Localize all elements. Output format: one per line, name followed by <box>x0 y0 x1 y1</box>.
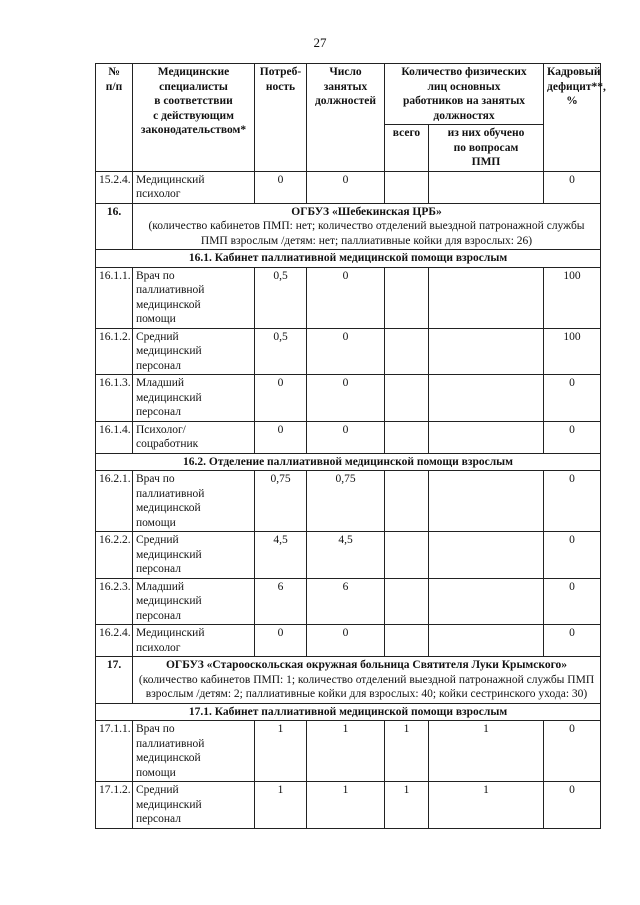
section-row-16-2 <box>96 453 601 471</box>
org-num: 17. <box>96 657 133 704</box>
table-row <box>96 721 601 782</box>
row-total <box>385 267 429 328</box>
header-deficit: Кадровый дефицит**, % <box>544 64 601 172</box>
row-occupied: 4,5 <box>307 532 385 579</box>
org-row-16 <box>96 203 601 250</box>
staffing-table <box>95 63 606 829</box>
row-total <box>385 421 429 453</box>
row-num: 16.1.2. <box>96 328 133 375</box>
row-num: 16.1.1. <box>96 267 133 328</box>
header-trained: из них обучено по вопросам ПМП <box>429 125 544 172</box>
row-num: 16.1.4. <box>96 421 133 453</box>
row-specialist: Медицинский психолог <box>133 171 255 203</box>
row-occupied: 0,75 <box>307 471 385 532</box>
table-row <box>96 375 601 422</box>
row-specialist: Младший медицинский персонал <box>133 375 255 422</box>
row-occupied: 0 <box>307 171 385 203</box>
row-need: 4,5 <box>255 532 307 579</box>
row-specialist: Психолог/ соцработник <box>133 421 255 453</box>
row-num: 17.1.1. <box>96 721 133 782</box>
table-row <box>96 421 601 453</box>
row-need: 0 <box>255 375 307 422</box>
row-deficit: 0 <box>544 782 601 829</box>
row-trained <box>429 267 544 328</box>
row-trained <box>429 171 544 203</box>
row-total: 1 <box>385 782 429 829</box>
org-row-17 <box>96 657 601 704</box>
row-num: 16.2.4. <box>96 625 133 657</box>
row-deficit: 0 <box>544 578 601 625</box>
row-deficit: 0 <box>544 721 601 782</box>
org-name: ОГБУЗ «Старооскольская окружная больница Святителя Луки Крымского» <box>165 659 568 671</box>
row-deficit: 100 <box>544 267 601 328</box>
row-trained <box>429 532 544 579</box>
row-need: 0 <box>255 171 307 203</box>
row-need: 1 <box>255 782 307 829</box>
header-physical: Количество физических лиц основных работников на занятых должностях <box>385 64 544 125</box>
row-specialist: Врач по паллиативной медицинской помощи <box>133 471 255 532</box>
table-row <box>96 328 601 375</box>
row-need: 1 <box>255 721 307 782</box>
row-occupied: 1 <box>307 782 385 829</box>
row-occupied: 0 <box>307 267 385 328</box>
row-occupied: 0 <box>307 328 385 375</box>
row-total <box>385 375 429 422</box>
row-specialist: Медицинский психолог <box>133 625 255 657</box>
row-deficit: 0 <box>544 421 601 453</box>
row-trained: 1 <box>429 721 544 782</box>
row-occupied: 6 <box>307 578 385 625</box>
row-need: 6 <box>255 578 307 625</box>
row-trained <box>429 328 544 375</box>
row-occupied: 0 <box>307 421 385 453</box>
row-deficit: 0 <box>544 471 601 532</box>
header-num: № п/п <box>96 64 133 172</box>
section-title: 16.2. Отделение паллиативной медицинской помощи взрослым <box>96 453 601 471</box>
section-row-17-1 <box>96 703 601 721</box>
header-need: Потреб- ность <box>255 64 307 172</box>
row-total <box>385 578 429 625</box>
row-num: 16.2.1. <box>96 471 133 532</box>
section-title: 17.1. Кабинет паллиативной медицинской помощи взрослым <box>96 703 601 721</box>
row-occupied: 0 <box>307 625 385 657</box>
row-deficit: 0 <box>544 625 601 657</box>
org-title <box>133 657 601 704</box>
table-row <box>96 782 601 829</box>
row-need: 0,5 <box>255 328 307 375</box>
row-specialist: Врач по паллиативной медицинской помощи <box>133 721 255 782</box>
row-trained <box>429 375 544 422</box>
row-num: 16.2.2. <box>96 532 133 579</box>
row-specialist: Младший медицинский персонал <box>133 578 255 625</box>
row-total <box>385 532 429 579</box>
org-details: (количество кабинетов ПМП: нет; количество отделений выездной патронажной службы ПМП взрослым /детям: нет; паллиативные койки для взрослых: 26) <box>148 220 585 247</box>
table-row <box>96 171 601 203</box>
row-specialist: Средний медицинский персонал <box>133 532 255 579</box>
row-num: 16.2.3. <box>96 578 133 625</box>
row-occupied: 1 <box>307 721 385 782</box>
org-title <box>133 203 601 250</box>
header-specialists: Медицинские специалисты в соответствии с действующим законодательством* <box>133 64 255 172</box>
table-row <box>96 471 601 532</box>
row-total: 1 <box>385 721 429 782</box>
row-num: 15.2.4. <box>96 171 133 203</box>
row-total <box>385 471 429 532</box>
section-row-16-1 <box>96 250 601 268</box>
page-number: 27 <box>313 35 327 50</box>
section-title: 16.1. Кабинет паллиативной медицинской помощи взрослым <box>96 250 601 268</box>
table-row <box>96 532 601 579</box>
row-need: 0 <box>255 625 307 657</box>
row-trained <box>429 471 544 532</box>
row-deficit: 0 <box>544 375 601 422</box>
row-trained: 1 <box>429 782 544 829</box>
row-specialist: Врач по паллиативной медицинской помощи <box>133 267 255 328</box>
table-row <box>96 267 601 328</box>
row-deficit: 100 <box>544 328 601 375</box>
org-num: 16. <box>96 203 133 250</box>
row-trained <box>429 625 544 657</box>
row-need: 0,75 <box>255 471 307 532</box>
header-occupied: Число занятых должностей <box>307 64 385 172</box>
row-need: 0,5 <box>255 267 307 328</box>
row-total <box>385 625 429 657</box>
row-total <box>385 171 429 203</box>
row-deficit: 0 <box>544 171 601 203</box>
header-row <box>96 64 601 125</box>
org-details: (количество кабинетов ПМП: 1; количество отделений выездной патронажной службы ПМП взрослым /детям: 2; паллиативные койки для взрослых: 40; койки сестринского ухода: 30) <box>138 673 595 700</box>
org-name: ОГБУЗ «Шебекинская ЦРБ» <box>291 205 442 218</box>
table-row <box>96 625 601 657</box>
row-total <box>385 328 429 375</box>
row-deficit: 0 <box>544 532 601 579</box>
row-specialist: Средний медицинский персонал <box>133 782 255 829</box>
row-num: 16.1.3. <box>96 375 133 422</box>
row-num: 17.1.2. <box>96 782 133 829</box>
table-row <box>96 578 601 625</box>
row-trained <box>429 421 544 453</box>
row-need: 0 <box>255 421 307 453</box>
row-specialist: Средний медицинский персонал <box>133 328 255 375</box>
row-occupied: 0 <box>307 375 385 422</box>
row-trained <box>429 578 544 625</box>
header-total: всего <box>385 125 429 172</box>
